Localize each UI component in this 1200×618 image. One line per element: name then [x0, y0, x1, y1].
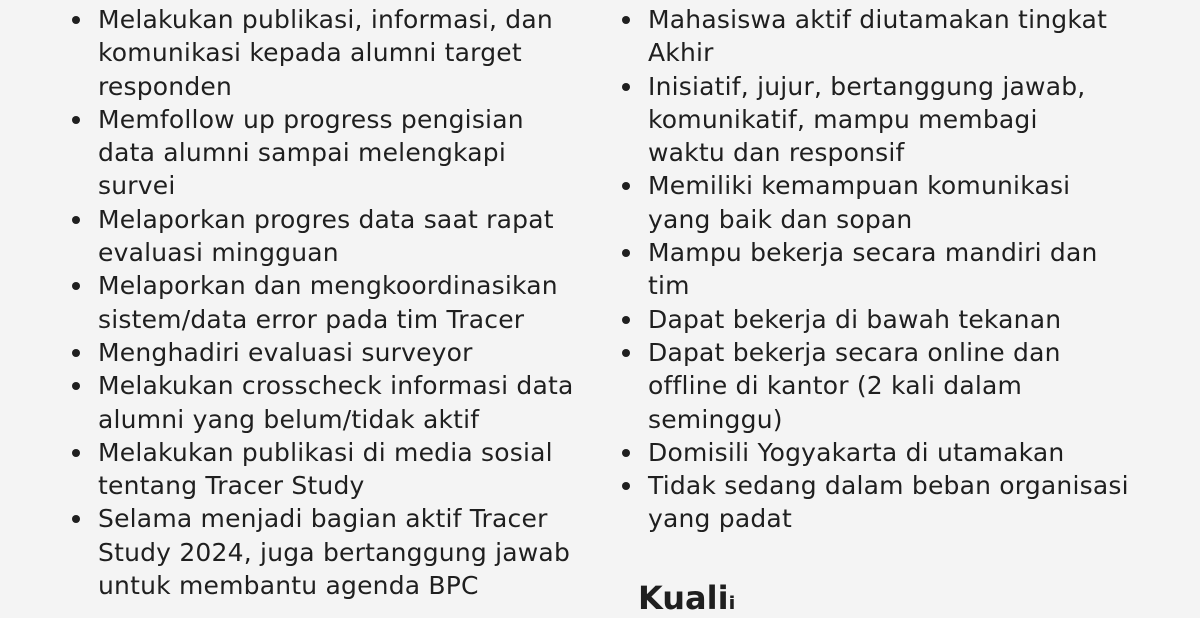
bullet-icon	[622, 83, 630, 91]
list-item-line: Dapat bekerja secara online dan	[648, 337, 1061, 367]
bullet-icon	[622, 349, 630, 357]
list-item-line: offline di kantor (2 kali dalam	[648, 371, 1023, 401]
list-item	[98, 269, 608, 336]
responsibilities-list	[98, 3, 608, 602]
list-item-line: seminggu)	[648, 404, 783, 434]
list-item	[648, 436, 1168, 469]
bullet-icon	[72, 116, 80, 124]
list-item-line: Tidak sedang dalam beban organisasi	[648, 471, 1129, 501]
list-item-line: waktu dan responsif	[648, 138, 905, 168]
list-item-line: Selama menjadi bagian aktif Tracer	[98, 504, 548, 534]
section-heading-partial: Kualiᵢ	[638, 579, 736, 617]
list-item	[648, 3, 1168, 70]
list-item-line: Mampu bekerja secara mandiri dan	[648, 238, 1098, 268]
list-item-line: Menghadiri evaluasi surveyor	[98, 337, 473, 367]
bullet-icon	[72, 216, 80, 224]
list-item-line: sistem/data error pada tim Tracer	[98, 304, 525, 334]
list-item	[98, 336, 608, 369]
bullet-icon	[622, 482, 630, 490]
list-item-line: evaluasi mingguan	[98, 238, 339, 268]
list-item	[648, 336, 1168, 436]
bullet-icon	[72, 16, 80, 24]
list-item	[648, 303, 1168, 336]
bullet-icon	[622, 316, 630, 324]
list-item-line: komunikatif, mampu membagi	[648, 104, 1038, 134]
bullet-icon	[72, 449, 80, 457]
list-item	[98, 103, 608, 203]
list-item-line: yang padat	[648, 504, 792, 534]
list-item	[648, 236, 1168, 303]
list-item-line: Inisiatif, jujur, bertanggung jawab,	[648, 71, 1086, 101]
list-item-line: responden	[98, 71, 233, 101]
list-item	[98, 203, 608, 270]
bullet-icon	[72, 382, 80, 390]
list-item-line: Memfollow up progress pengisian	[98, 104, 524, 134]
list-item-line: survei	[98, 171, 176, 201]
list-item-line: tim	[648, 271, 690, 301]
list-item	[98, 436, 608, 503]
bullet-icon	[622, 449, 630, 457]
list-item-line: Mahasiswa aktif diutamakan tingkat	[648, 5, 1108, 34]
bullet-icon	[622, 16, 630, 24]
list-item-line: Melakukan crosscheck informasi data	[98, 371, 574, 401]
list-item-line: Study 2024, juga bertanggung jawab	[98, 537, 571, 567]
list-item-line: Dapat bekerja di bawah tekanan	[648, 304, 1062, 334]
list-item-line: untuk membantu agenda BPC	[98, 571, 479, 601]
bullet-icon	[72, 282, 80, 290]
list-item	[648, 70, 1168, 170]
list-item	[648, 469, 1168, 536]
bullet-icon	[622, 182, 630, 190]
requirements-list	[648, 3, 1168, 536]
bullet-icon	[72, 349, 80, 357]
list-item	[98, 369, 608, 436]
list-item-line: alumni yang belum/tidak aktif	[98, 404, 480, 434]
list-item-line: tentang Tracer Study	[98, 471, 365, 501]
list-item-line: Akhir	[648, 38, 714, 68]
list-item-line: komunikasi kepada alumni target	[98, 38, 522, 68]
bullet-icon	[622, 249, 630, 257]
list-item-line: Melakukan publikasi, informasi, dan	[98, 5, 553, 34]
list-item	[98, 3, 608, 103]
list-item	[648, 169, 1168, 236]
list-item-line: Melakukan publikasi di media sosial	[98, 437, 553, 467]
list-item-line: data alumni sampai melengkapi	[98, 138, 506, 168]
list-item-line: Domisili Yogyakarta di utamakan	[648, 437, 1065, 467]
list-item-line: Memiliki kemampuan komunikasi	[648, 171, 1071, 201]
bullet-icon	[72, 515, 80, 523]
list-item-line: yang baik dan sopan	[648, 204, 913, 234]
list-item-line: Melaporkan dan mengkoordinasikan	[98, 271, 558, 301]
list-item-line: Melaporkan progres data saat rapat	[98, 204, 554, 234]
list-item	[98, 502, 608, 602]
